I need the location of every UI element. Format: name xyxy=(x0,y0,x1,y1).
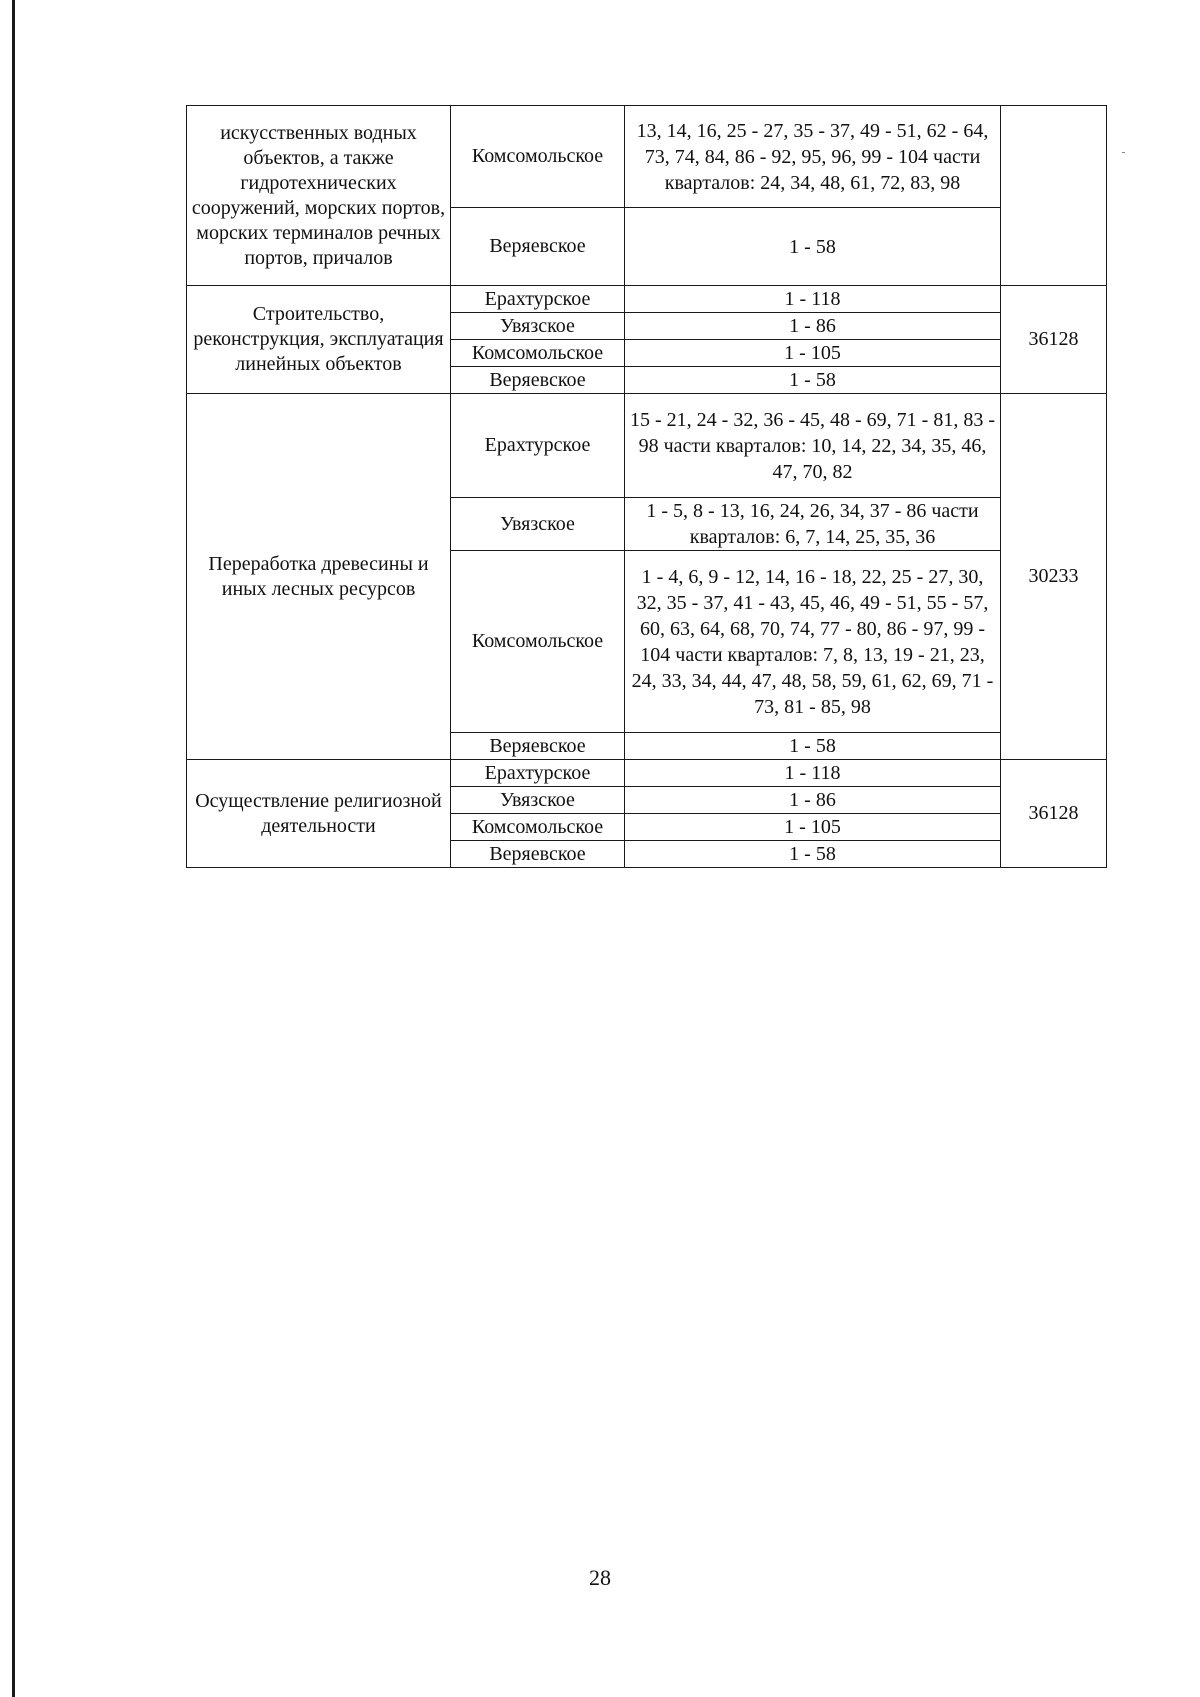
quarters-cell: 1 - 58 xyxy=(625,733,1001,760)
forestry-cell: Комсомольское xyxy=(451,106,625,208)
page-number: 28 xyxy=(589,1565,611,1590)
quarters-cell: 15 - 21, 24 - 32, 36 - 45, 48 - 69, 71 - 81, 83 - 98 части кварталов: 10, 14, 22, 34, 35, 46, 47, 70, 82 xyxy=(625,394,1001,498)
quarters-cell: 1 - 86 xyxy=(625,313,1001,340)
forestry-cell: Увязское xyxy=(451,313,625,340)
table-row xyxy=(187,106,1107,208)
quarters-cell: 1 - 105 xyxy=(625,814,1001,841)
quarters-cell: 1 - 58 xyxy=(625,208,1001,286)
forestry-cell: Увязское xyxy=(451,498,625,551)
scan-edge-line xyxy=(12,0,15,1697)
activity-cell: Осуществление религиозной деятельности xyxy=(187,760,451,868)
quarters-cell: 1 - 58 xyxy=(625,841,1001,868)
code-cell: 36128 xyxy=(1001,286,1107,394)
forestry-cell: Ерахтурское xyxy=(451,286,625,313)
table-row xyxy=(187,760,1107,787)
forestry-cell: Веряевское xyxy=(451,208,625,286)
forestry-cell: Ерахтурское xyxy=(451,394,625,498)
code-cell xyxy=(1001,106,1107,286)
code-cell: 36128 xyxy=(1001,760,1107,868)
quarters-cell: 1 - 4, 6, 9 - 12, 14, 16 - 18, 22, 25 - 27, 30, 32, 35 - 37, 41 - 43, 45, 46, 49 - 51, 55 - 57, 60, 63, 64, 68, 70, 74, 77 - 80, 86 - 97, 99 - 104 части кварталов: 7, 8, 13, 19 - 21, 23, 24, 33, 34, 44, 47, 48, 58, 59, 61, 62, 69, 71 - 73, 81 - 85, 98 xyxy=(625,551,1001,733)
forestry-cell: Комсомольское xyxy=(451,551,625,733)
quarters-cell: 1 - 5, 8 - 13, 16, 24, 26, 34, 37 - 86 части кварталов: 6, 7, 14, 25, 35, 36 xyxy=(625,498,1001,551)
forestry-cell: Увязское xyxy=(451,787,625,814)
quarters-cell: 1 - 105 xyxy=(625,340,1001,367)
table-row xyxy=(187,394,1107,498)
quarters-cell: 1 - 58 xyxy=(625,367,1001,394)
activity-cell: Переработка древесины и иных лесных ресурсов xyxy=(187,394,451,760)
forestry-cell: Ерахтурское xyxy=(451,760,625,787)
scan-speck xyxy=(1122,152,1125,153)
quarters-cell: 13, 14, 16, 25 - 27, 35 - 37, 49 - 51, 62 - 64, 73, 74, 84, 86 - 92, 95, 96, 99 - 104 части кварталов: 24, 34, 48, 61, 72, 83, 98 xyxy=(625,106,1001,208)
forestry-cell: Веряевское xyxy=(451,733,625,760)
forestry-table xyxy=(186,105,1107,868)
table-row xyxy=(187,286,1107,313)
forestry-cell: Комсомольское xyxy=(451,814,625,841)
forestry-cell: Веряевское xyxy=(451,841,625,868)
forestry-cell: Веряевское xyxy=(451,367,625,394)
forestry-cell: Комсомольское xyxy=(451,340,625,367)
quarters-cell: 1 - 118 xyxy=(625,286,1001,313)
quarters-cell: 1 - 118 xyxy=(625,760,1001,787)
activity-cell: Строительство, реконструкция, эксплуатация линейных объектов xyxy=(187,286,451,394)
activity-cell: искусственных водных объектов, а также гидротехнических сооружений, морских портов, морских терминалов речных портов, причалов xyxy=(187,106,451,286)
code-cell: 30233 xyxy=(1001,394,1107,760)
quarters-cell: 1 - 86 xyxy=(625,787,1001,814)
